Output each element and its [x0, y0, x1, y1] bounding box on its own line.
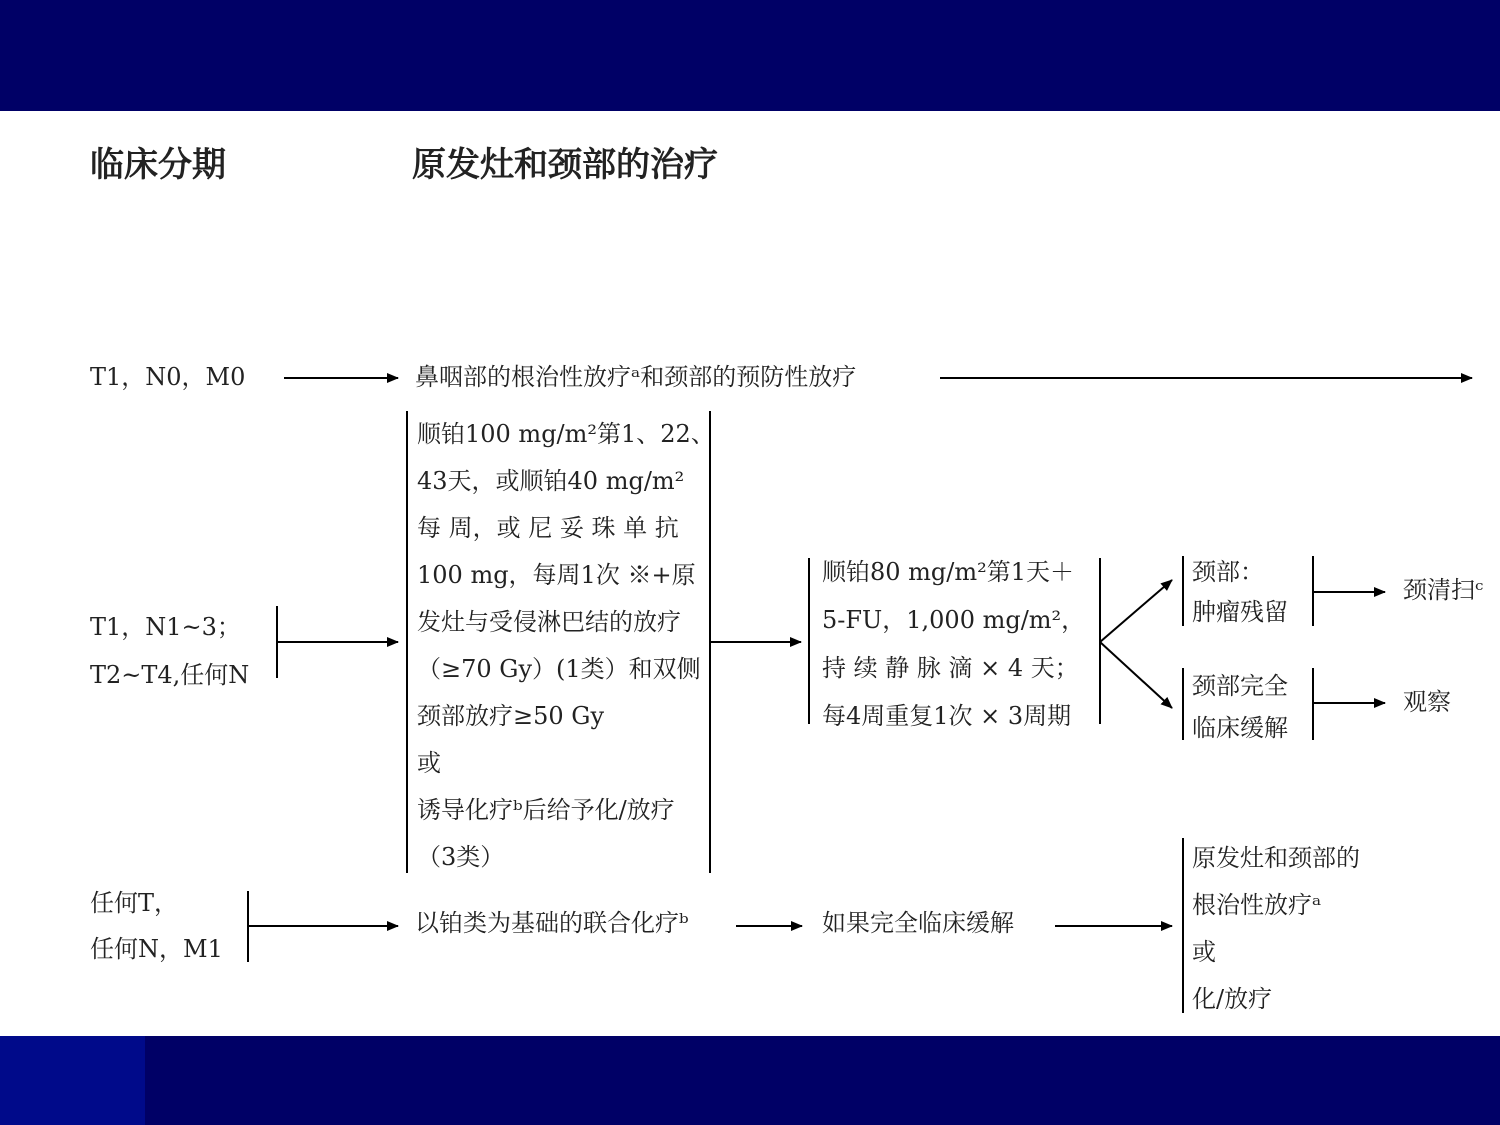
residual-action: 颈清扫ᶜ	[1403, 576, 1484, 604]
residual-line: 肿瘤残留	[1192, 598, 1288, 626]
row1-treatment: 鼻咽部的根治性放疗ᵃ和颈部的预防性放疗	[415, 363, 857, 391]
chemo-line: （≥70 Gy）(1类）和双侧	[417, 655, 701, 683]
arrow-branch-residual	[1100, 580, 1172, 642]
final-line: 或	[1192, 938, 1216, 966]
chemo-line: 43天，或顺铂40 mg/m²	[417, 467, 685, 495]
row2-stage-line: T2~T4,任何N	[90, 661, 250, 689]
final-line: 化/放疗	[1192, 985, 1273, 1013]
adjuvant-line: 每4周重复1次 × 3周期	[822, 702, 1072, 730]
chemo-line: 发灶与受侵淋巴结的放疗	[417, 608, 681, 636]
arrow-branch-complete	[1100, 642, 1172, 708]
adjuvant-line: 持 续 静 脉 滴 × 4 天；	[822, 654, 1079, 682]
chemo-line: 每 周，或 尼 妥 珠 单 抗	[417, 514, 679, 542]
chemo-line: 100 mg，每周1次 ※+原	[417, 561, 696, 589]
chemo-line: 颈部放疗≥50 Gy	[417, 702, 605, 730]
chemo-line: （3类）	[417, 843, 505, 871]
chemo-line: 诱导化疗ᵇ后给予化/放疗	[417, 796, 675, 824]
chemo-line: 顺铂100 mg/m²第1、22、	[417, 420, 715, 448]
complete-line: 颈部完全	[1192, 672, 1288, 700]
chemo-line: 或	[417, 749, 441, 777]
row2-stage-line: T1，N1~3；	[90, 613, 241, 641]
header-stage: 临床分期	[90, 145, 226, 185]
final-line: 根治性放疗ᵃ	[1192, 891, 1322, 919]
row3-stage-line: 任何T，	[90, 889, 179, 917]
row3-response: 如果完全临床缓解	[822, 909, 1014, 937]
complete-action: 观察	[1403, 688, 1451, 716]
residual-line: 颈部：	[1192, 558, 1264, 586]
row3-chemo: 以铂类为基础的联合化疗ᵇ	[415, 909, 689, 937]
adjuvant-line: 顺铂80 mg/m²第1天＋	[822, 558, 1075, 586]
row3-stage-line: 任何N，M1	[90, 935, 223, 963]
final-line: 原发灶和颈部的	[1192, 844, 1360, 872]
header-treatment: 原发灶和颈部的治疗	[412, 145, 718, 185]
row1-stage: T1，N0，M0	[90, 363, 246, 391]
adjuvant-line: 5-FU，1,000 mg/m²，	[822, 606, 1086, 634]
complete-line: 临床缓解	[1192, 714, 1288, 742]
